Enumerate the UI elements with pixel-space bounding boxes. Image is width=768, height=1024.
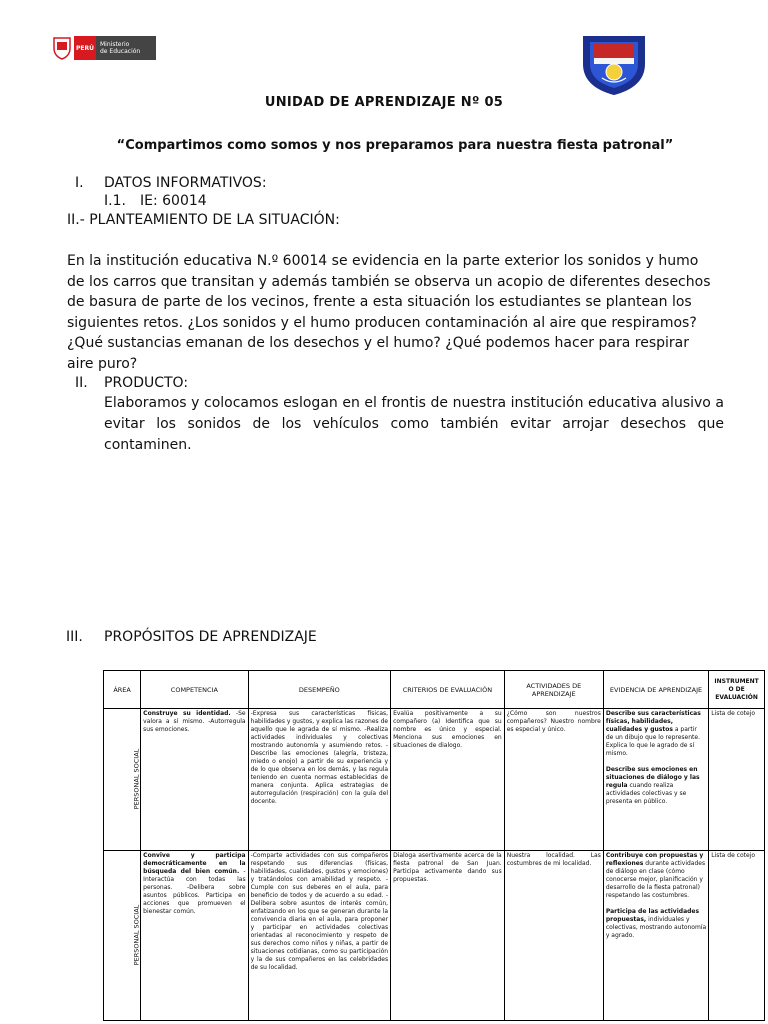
evidencia-cell: Describe sus características físicas, habilidades, cualidades y gustos a partir de un dibujo que lo represente. Explica lo que le agrado de sí mismo. Describe sus emociones en situaciones de diálogo y las regula cuando realiza actividades colectivas y se presenta en público. [603, 709, 708, 851]
section-num-datos: I. [75, 175, 84, 191]
criterios-cell: Dialoga asertivamente acerca de la fiesta patronal de San Juan. Participa activamente dando sus propuestas. [391, 851, 505, 1021]
header-actividades: ACTIVIDADES DE APRENDIZAJE [504, 671, 603, 709]
section-title-planteamiento: II.- PLANTEAMIENTO DE LA SITUACIÓN: [67, 212, 340, 228]
instrumento-cell: Lista de cotejo [709, 851, 765, 1021]
section-num-propositos: III. [66, 629, 83, 645]
section-num-producto: II. [75, 375, 88, 391]
header-desempeno: DESEMPEÑO [248, 671, 391, 709]
peru-shield-icon [52, 36, 72, 60]
page-title: UNIDAD DE APRENDIZAJE Nº 05 [264, 95, 504, 110]
header-competencia: COMPETENCIA [141, 671, 248, 709]
producto-paragraph: Elaboramos y colocamos eslogan en el frontis de nuestra institución educativa alusivo a evitar los sonidos de los vehículos como también evitar arrojar desechos que contaminen. [104, 395, 724, 453]
section-title-producto: PRODUCTO: [104, 375, 189, 391]
header-criterios: CRITERIOS DE EVALUACIÓN [391, 671, 505, 709]
instrumento-cell: Lista de cotejo [709, 709, 765, 851]
ie-value: IE: 60014 [140, 193, 207, 209]
actividades-cell: ¿Cómo son nuestros compañeros? Nuestro nombre es especial y único. [504, 709, 603, 851]
area-cell: PERSONAL SOCIAL [104, 709, 141, 851]
desempeno-cell: -Comparte actividades con sus compañeros respetando sus diferencias (físicas, habilidades, cualidades, gustos y emociones) y tratándolos con amabilidad y respeto. -Cumple con sus deberes en el aula, para beneficio de todos y de acuerdo a su edad. -Delibera sobre asuntos de interés común, enfatizando en los que se generan durante la convivencia diaria en el aula, para proponer y participar en actividades colectivas orientadas al reconocimiento y respeto de sus derechos como niños y niñas, a partir de situaciones cotidianas, como su participación y la de sus compañeros en las celebridades de su localidad. [248, 851, 391, 1021]
criterios-cell: Evalúa positivamente a su compañero (a) Identifica que su nombre es único y especial. Menciona sus emociones en situaciones de dialogo. [391, 709, 505, 851]
header-evidencia: EVIDENCIA DE APRENDIZAJE [603, 671, 708, 709]
evidencia-cell: Contribuye con propuestas y reflexiones durante actividades de diálogo en clase (cómo conocerse mejor, planificación y desarrollo de la fiesta patronal) respetando las costumbres. Participa de las actividades propuestas, individuales y colectivas, mostrando autonomía y agrado. [603, 851, 708, 1021]
header-instrumento: INSTRUMENT O DE EVALUACIÓN [709, 671, 765, 709]
competencia-cell: Convive y participa democráticamente en la búsqueda del bien común. -Interactúa con todas las personas. -Delibera sobre asuntos públicos. Participa en acciones que promueven el bienestar común. [141, 851, 248, 1021]
page-subtitle: “Compartimos como somos y nos preparamos para nuestra fiesta patronal” [116, 138, 674, 153]
situacion-paragraph: En la institución educativa N.º 60014 se evidencia en la parte exterior los sonidos y humo de los carros que transitan y además también se observa un acopio de diferentes desechos de basura de parte de los vecinos, frente a esta situación los estudiantes se plantean los siguientes retos. ¿Los sonidos y el humo producen contaminación al aire que respiramos? ¿Qué sustancias emanan de los desechos y el humo? ¿Qué podemos hacer para respirar aire puro? [67, 253, 711, 372]
table-header-row [104, 671, 765, 709]
area-cell: PERSONAL SOCIAL [104, 851, 141, 1021]
table-row [104, 709, 765, 851]
desempeno-cell: -Expresa sus características físicas, habilidades y gustos, y explica las razones de aquello que le agrada de sí mismo. -Realiza actividades individuales y colectivas mostrando autonomía y asumiendo retos. -Describe las emociones (alegría, tristeza, miedo o enojo) a partir de su experiencia y de lo que observa en los demás, y las regula teniendo en cuenta normas establecidas de manera conjunta. Aplica estrategias de autorregulación (respiración) con la guía del docente. [248, 709, 391, 851]
ministry-name: Ministerio de Educación [96, 36, 156, 60]
ministry-logo [52, 33, 156, 63]
school-crest-icon [580, 34, 648, 96]
propositos-table [103, 670, 765, 1021]
ministry-country: PERÚ [74, 36, 96, 60]
header-area: ÁREA [104, 671, 141, 709]
section-title-datos: DATOS INFORMATIVOS: [104, 175, 267, 191]
actividades-cell: Nuestra localidad. Las costumbres de mi localidad. [504, 851, 603, 1021]
section-title-propositos: PROPÓSITOS DE APRENDIZAJE [104, 629, 317, 645]
competencia-cell: Construye su identidad. -Se valora a sí mismo. -Autorregula sus emociones. [141, 709, 248, 851]
ie-num: I.1. [104, 193, 126, 209]
table-row [104, 851, 765, 1021]
